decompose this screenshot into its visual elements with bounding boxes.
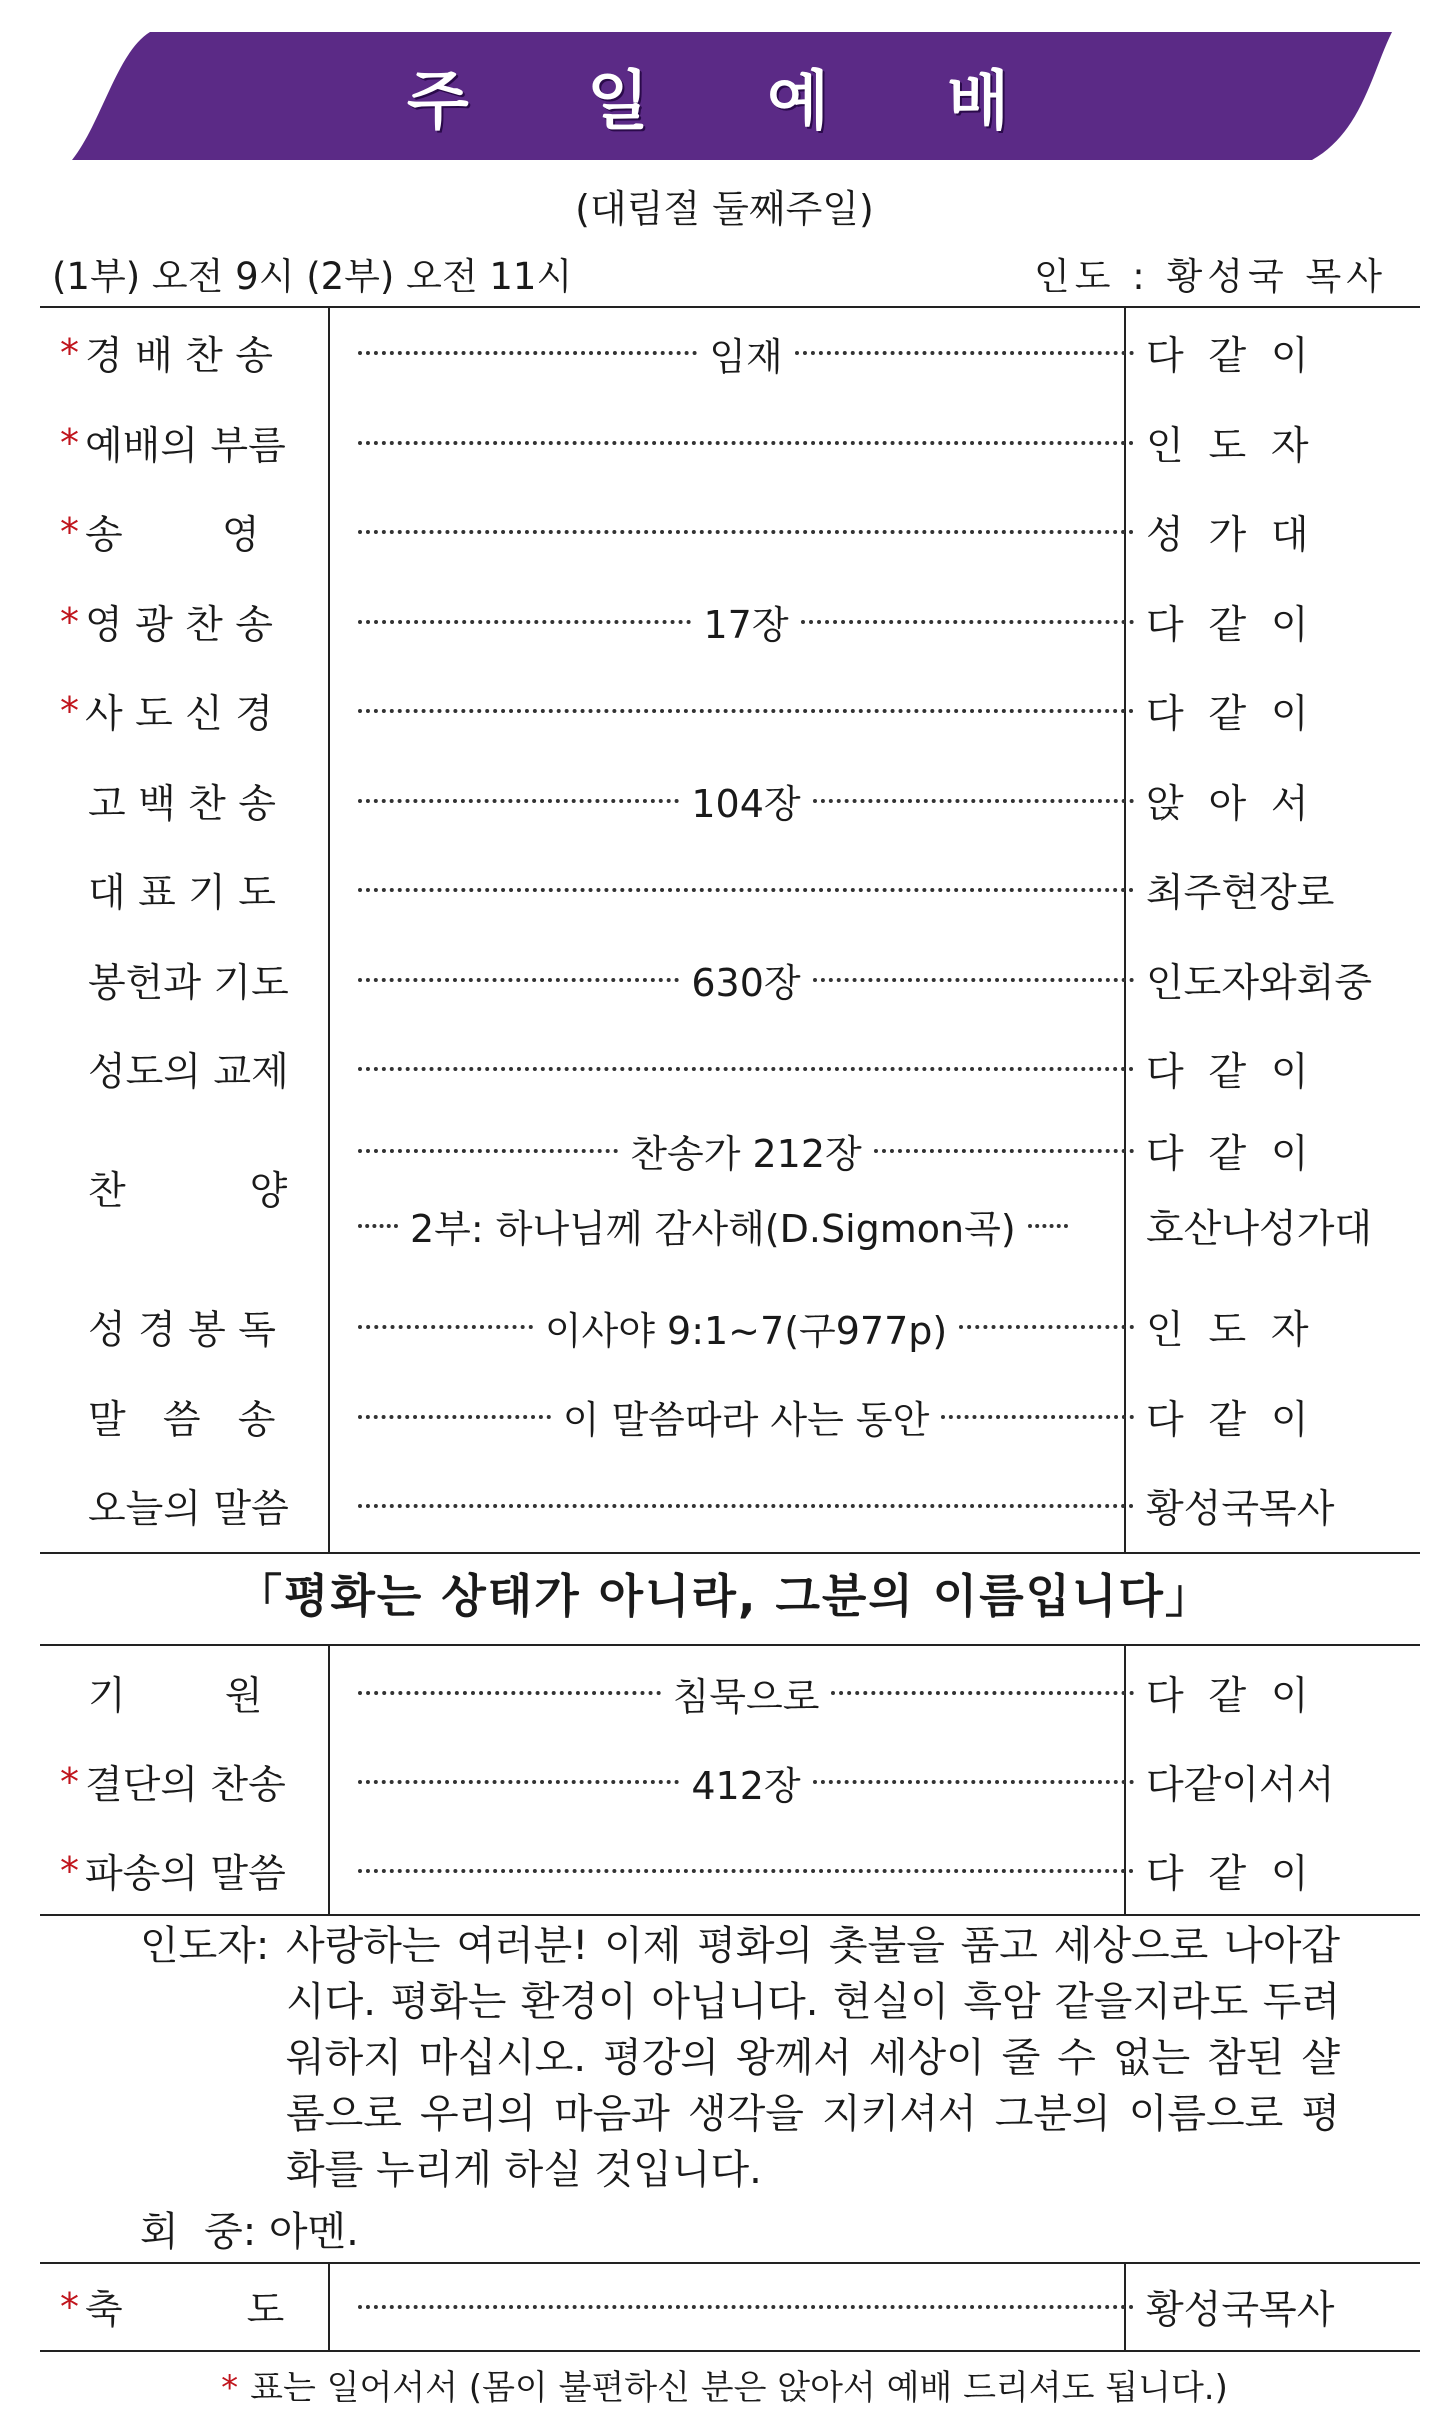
order-label: 오늘의 말씀 [88, 1487, 289, 1532]
footnote [0, 2360, 1449, 2409]
order-middle [350, 666, 1142, 756]
order-label: * 파송의 말씀 [60, 1849, 286, 1897]
order-middle [350, 398, 1142, 488]
blessing-leader-label: 인도자: [140, 1923, 270, 1969]
blessing-section [140, 1918, 1340, 2198]
page-title: 주 일 예 배 [406, 65, 1058, 139]
footnote-text: 표는 일어서서 (몸이 불편하신 분은 앉아서 예배 드리셔도 됩니다.) [250, 2368, 1228, 2408]
order-performer: 다같이서서 [1146, 1763, 1335, 1808]
order-row [40, 756, 1420, 846]
order-performer: 황성국목사 [1146, 1487, 1335, 1532]
standing-mark: * [221, 2368, 239, 2408]
order-middle [350, 1024, 1142, 1114]
blessing-congregation [140, 2200, 359, 2257]
order-row [40, 666, 1420, 756]
order-label: * 예배의 부름 [60, 420, 286, 469]
order-middle: 2부: 하나님께 감사해(D.Sigmon곡) [350, 1188, 1142, 1263]
order-row [40, 308, 1420, 398]
order-row [40, 487, 1420, 577]
service-times: (1부) 오전 9시 (2부) 오전 11시 [52, 255, 573, 298]
blessing-leader-text: 사랑하는 여러분! 이제 평화의 촛불을 품고 세상으로 나아갑시다. 평화는 환경이 아닙니다. 현실이 흑암 같을지라도 두려워하지 마십시오. 평강의 왕께서 세상이 줄 수 없는 참된 샬롬으로 우리의 마음과 생각을 지키셔서 그분의 이름으로 평화를 누리게 하실 것입니다. [286, 1923, 1340, 2193]
order-label: 대 표 기 도 [88, 871, 276, 916]
order-performer: 최주현장로 [1146, 871, 1335, 916]
order-performer: 인 도 자 [1146, 1308, 1309, 1353]
order-performer: 다 같 이 [1146, 334, 1309, 379]
order-label: 성도의 교제 [88, 1050, 289, 1095]
order-row [40, 1648, 1420, 1738]
order-middle [350, 487, 1142, 577]
standing-mark: * [60, 331, 79, 375]
order-label: * 사 도 신 경 [60, 689, 273, 737]
order-middle [350, 1461, 1142, 1551]
order-performer: 다 같 이 [1146, 1050, 1309, 1095]
order-middle: 630장 [350, 935, 1142, 1025]
order-label: * 결단의 찬송 [60, 1760, 286, 1808]
order-middle [350, 2264, 1142, 2350]
order-performer: 황성국목사 [1146, 2288, 1335, 2333]
order-performer: 다 같 이 [1146, 1674, 1309, 1719]
order-performer: 인도자와회중 [1146, 960, 1373, 1006]
order-performer: 다 같 이 [1146, 1397, 1309, 1443]
congregation-text: 아멘. [268, 2209, 359, 2255]
standing-mark: * [60, 1849, 79, 1893]
order-performer: 인 도 자 [1146, 423, 1309, 469]
order-performer: 다 같 이 [1146, 692, 1309, 737]
order-middle: 104장 [350, 756, 1142, 846]
standing-mark: * [60, 510, 79, 554]
order-middle [350, 845, 1142, 935]
order-row [40, 1024, 1420, 1114]
order-middle: 412장 [350, 1737, 1142, 1827]
order-middle: 찬송가 212장 [350, 1113, 1142, 1188]
order-middle: 17장 [350, 577, 1142, 667]
title-banner [72, 32, 1392, 160]
order-label: * 경 배 찬 송 [60, 331, 273, 379]
order-performer: 다 같 이 [1146, 1852, 1309, 1897]
order-label: * 영 광 찬 송 [60, 599, 273, 648]
order-label: 찬 양 [88, 1169, 288, 1214]
order-row [40, 577, 1420, 667]
order-row-anthem [40, 1113, 1420, 1263]
order-middle: 임재 [350, 308, 1142, 398]
order-performer: 다 같 이 [1146, 1131, 1309, 1177]
order-label: 봉헌과 기도 [88, 960, 289, 1006]
subtitle: (대림절 둘째주일) [575, 187, 874, 231]
standing-mark: * [60, 1760, 79, 1804]
order-performer: 호산나성가대 [1146, 1206, 1373, 1252]
standing-mark: * [60, 689, 79, 733]
order-row [40, 1461, 1420, 1551]
order-middle: 침묵으로 [350, 1648, 1142, 1738]
order-middle [350, 1826, 1142, 1916]
order-label: * 송 영 [60, 510, 260, 558]
order-performer: 다 같 이 [1146, 602, 1309, 648]
service-leader: 인도 : 황성국 목사 [1034, 255, 1387, 298]
order-row [40, 1826, 1420, 1916]
congregation-label: 회 중: [140, 2209, 257, 2255]
order-row [40, 935, 1420, 1025]
order-performer: 성 가 대 [1146, 513, 1309, 558]
standing-mark: * [60, 2285, 79, 2329]
divider [40, 1644, 1420, 1646]
order-label: 고 백 찬 송 [88, 781, 276, 827]
order-label: 성 경 봉 독 [88, 1308, 276, 1353]
order-performer: 앉 아 서 [1146, 781, 1309, 827]
order-row [40, 845, 1420, 935]
standing-mark: * [60, 420, 79, 465]
order-middle: 이사야 9:1~7(구977p) [350, 1282, 1142, 1372]
order-middle: 이 말씀따라 사는 동안 [350, 1372, 1142, 1462]
order-row [40, 398, 1420, 488]
order-label: * 축 도 [60, 2285, 285, 2333]
standing-mark: * [60, 599, 79, 644]
order-row [40, 1372, 1420, 1462]
order-label: 말 씀 송 [88, 1397, 276, 1443]
divider [40, 2350, 1420, 2352]
order-label: 기 원 [88, 1674, 263, 1719]
order-row [40, 1737, 1420, 1827]
order-row [40, 1282, 1420, 1372]
sermon-title: 「평화는 상태가 아니라, 그분의 이름입니다」 [236, 1569, 1213, 1623]
order-row-benediction [40, 2264, 1420, 2350]
divider [40, 1552, 1420, 1554]
